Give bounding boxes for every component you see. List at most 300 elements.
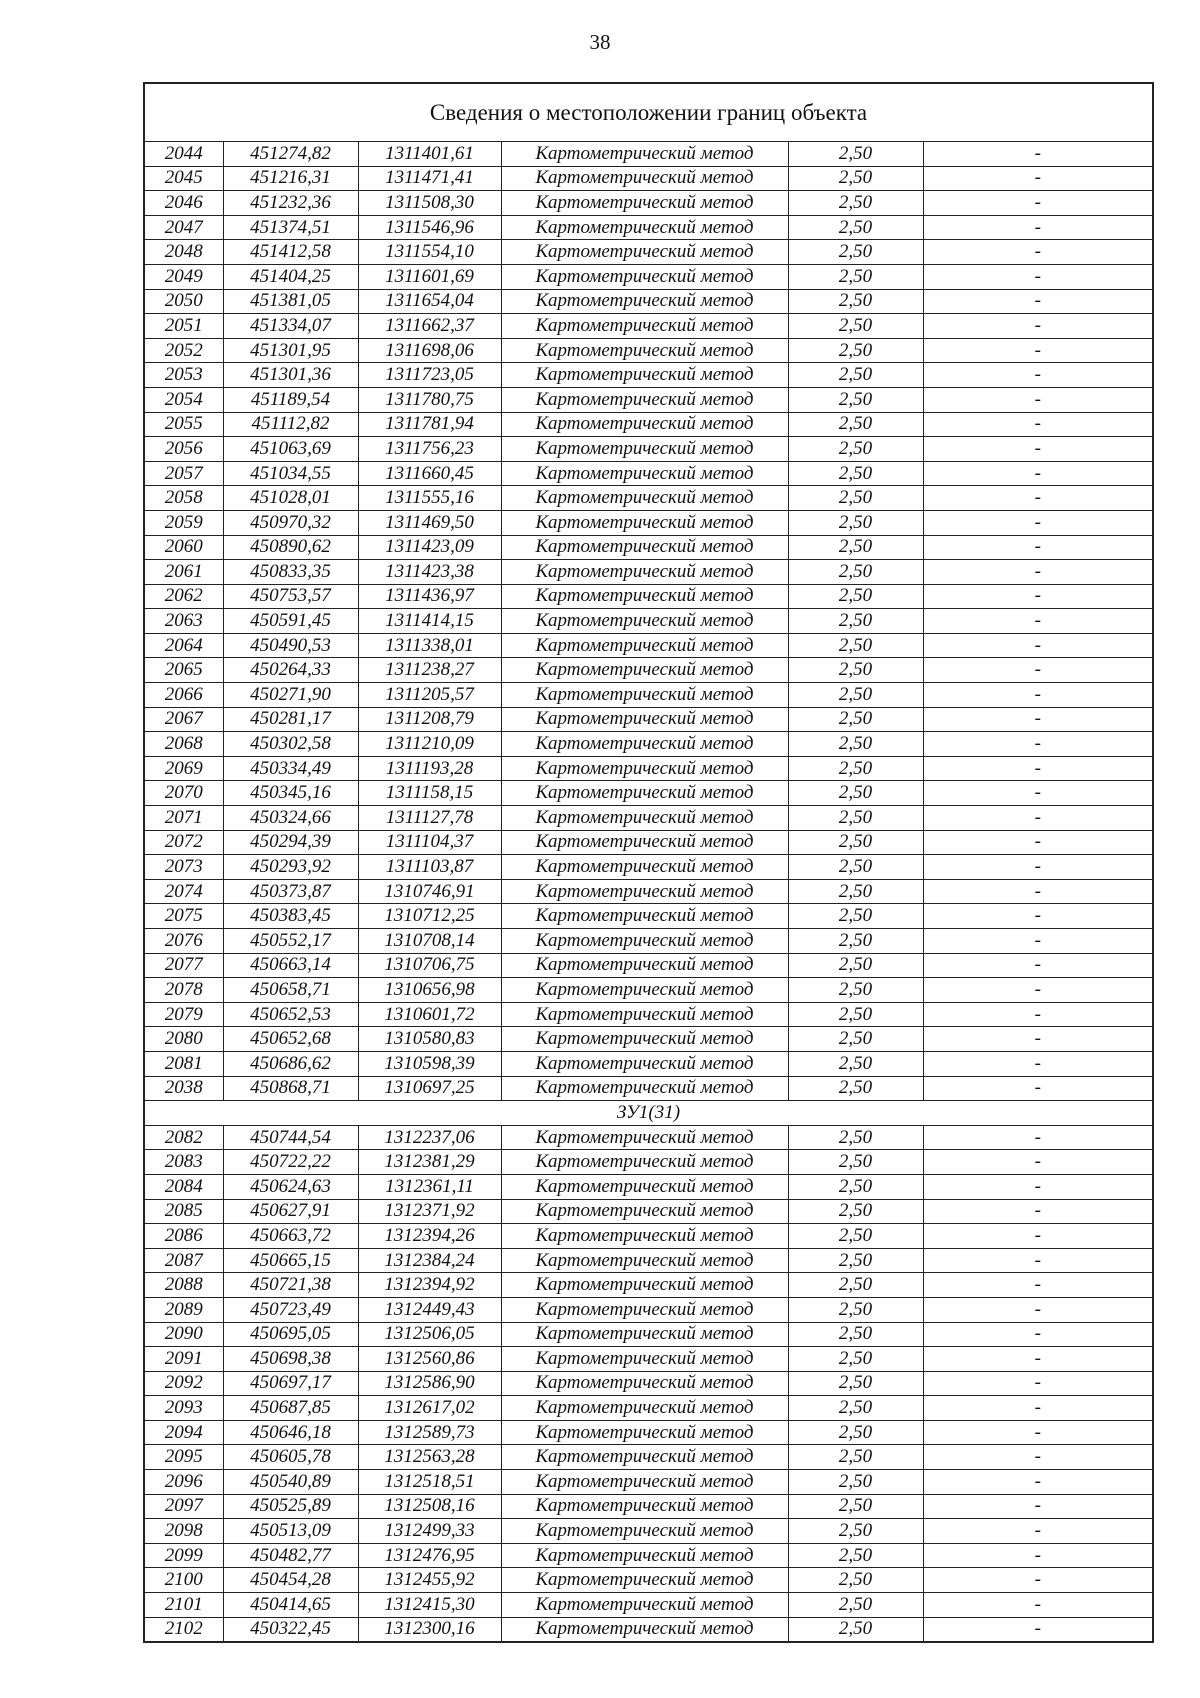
cell-point-number: 2071	[144, 806, 223, 831]
table-row	[144, 584, 1153, 609]
cell-description: -	[923, 1617, 1153, 1642]
cell-description: -	[923, 1297, 1153, 1322]
cell-point-number: 2089	[144, 1297, 223, 1322]
cell-point-number: 2045	[144, 166, 223, 191]
table-row	[144, 1150, 1153, 1175]
cell-coord-x: 451063,69	[223, 437, 358, 462]
cell-coord-y: 1312449,43	[358, 1297, 501, 1322]
cell-method: Картометрический метод	[501, 1297, 788, 1322]
cell-description: -	[923, 1051, 1153, 1076]
cell-method: Картометрический метод	[501, 1248, 788, 1273]
cell-description: -	[923, 1076, 1153, 1101]
cell-coord-y: 1311205,57	[358, 683, 501, 708]
cell-coord-y: 1312394,92	[358, 1273, 501, 1298]
cell-point-number: 2080	[144, 1027, 223, 1052]
cell-method: Картометрический метод	[501, 756, 788, 781]
cell-point-number: 2052	[144, 338, 223, 363]
cell-description: -	[923, 855, 1153, 880]
cell-point-number: 2050	[144, 289, 223, 314]
cell-description: -	[923, 1150, 1153, 1175]
cell-coord-y: 1312476,95	[358, 1543, 501, 1568]
table-row	[144, 879, 1153, 904]
cell-accuracy: 2,50	[788, 806, 923, 831]
cell-coord-y: 1312586,90	[358, 1371, 501, 1396]
cell-accuracy: 2,50	[788, 166, 923, 191]
cell-coord-y: 1312617,02	[358, 1396, 501, 1421]
cell-point-number: 2038	[144, 1076, 223, 1101]
cell-coord-y: 1311127,78	[358, 806, 501, 831]
cell-accuracy: 2,50	[788, 535, 923, 560]
table-row	[144, 1470, 1153, 1495]
cell-accuracy: 2,50	[788, 387, 923, 412]
cell-coord-y: 1311414,15	[358, 609, 501, 634]
table-row	[144, 1396, 1153, 1421]
cell-accuracy: 2,50	[788, 879, 923, 904]
cell-coord-x: 450646,18	[223, 1420, 358, 1445]
table-row	[144, 1273, 1153, 1298]
cell-coord-y: 1312237,06	[358, 1125, 501, 1150]
cell-coord-x: 451232,36	[223, 191, 358, 216]
cell-coord-x: 451374,51	[223, 215, 358, 240]
cell-method: Картометрический метод	[501, 1543, 788, 1568]
cell-description: -	[923, 1396, 1153, 1421]
cell-coord-y: 1312508,16	[358, 1494, 501, 1519]
section-label: ЗУ1(31)	[144, 1101, 1153, 1126]
cell-coord-x: 450525,89	[223, 1494, 358, 1519]
cell-method: Картометрический метод	[501, 1125, 788, 1150]
cell-method: Картометрический метод	[501, 1174, 788, 1199]
cell-coord-y: 1311555,16	[358, 486, 501, 511]
cell-point-number: 2067	[144, 707, 223, 732]
table-row	[144, 609, 1153, 634]
cell-description: -	[923, 412, 1153, 437]
cell-coord-y: 1311662,37	[358, 314, 501, 339]
cell-accuracy: 2,50	[788, 314, 923, 339]
cell-description: -	[923, 633, 1153, 658]
table-row	[144, 707, 1153, 732]
cell-coord-y: 1311238,27	[358, 658, 501, 683]
cell-coord-x: 450890,62	[223, 535, 358, 560]
cell-coord-y: 1312499,33	[358, 1519, 501, 1544]
cell-coord-x: 450482,77	[223, 1543, 358, 1568]
table-row	[144, 1445, 1153, 1470]
cell-method: Картометрический метод	[501, 1396, 788, 1421]
cell-accuracy: 2,50	[788, 978, 923, 1003]
table-row	[144, 658, 1153, 683]
cell-coord-x: 450753,57	[223, 584, 358, 609]
cell-description: -	[923, 1322, 1153, 1347]
cell-coord-y: 1310746,91	[358, 879, 501, 904]
cell-accuracy: 2,50	[788, 732, 923, 757]
cell-method: Картометрический метод	[501, 978, 788, 1003]
cell-point-number: 2092	[144, 1371, 223, 1396]
cell-point-number: 2075	[144, 904, 223, 929]
cell-coord-y: 1312415,30	[358, 1593, 501, 1618]
cell-accuracy: 2,50	[788, 240, 923, 265]
cell-coord-y: 1312506,05	[358, 1322, 501, 1347]
cell-coord-x: 450687,85	[223, 1396, 358, 1421]
cell-coord-x: 450454,28	[223, 1568, 358, 1593]
table-row	[144, 1297, 1153, 1322]
cell-accuracy: 2,50	[788, 1347, 923, 1372]
cell-coord-x: 450373,87	[223, 879, 358, 904]
cell-method: Картометрический метод	[501, 314, 788, 339]
cell-coord-y: 1311210,09	[358, 732, 501, 757]
cell-accuracy: 2,50	[788, 1593, 923, 1618]
cell-coord-y: 1311781,94	[358, 412, 501, 437]
cell-method: Картометрический метод	[501, 1322, 788, 1347]
cell-coord-y: 1312384,24	[358, 1248, 501, 1273]
cell-description: -	[923, 1519, 1153, 1544]
cell-method: Картометрический метод	[501, 142, 788, 167]
cell-accuracy: 2,50	[788, 855, 923, 880]
cell-coord-y: 1310656,98	[358, 978, 501, 1003]
cell-point-number: 2100	[144, 1568, 223, 1593]
cell-point-number: 2063	[144, 609, 223, 634]
cell-point-number: 2061	[144, 560, 223, 585]
table-row	[144, 1420, 1153, 1445]
cell-coord-x: 450324,66	[223, 806, 358, 831]
cell-point-number: 2093	[144, 1396, 223, 1421]
cell-description: -	[923, 1347, 1153, 1372]
table-row	[144, 904, 1153, 929]
cell-description: -	[923, 1125, 1153, 1150]
cell-coord-y: 1311193,28	[358, 756, 501, 781]
cell-method: Картометрический метод	[501, 166, 788, 191]
cell-accuracy: 2,50	[788, 1617, 923, 1642]
cell-description: -	[923, 1568, 1153, 1593]
cell-method: Картометрический метод	[501, 1371, 788, 1396]
table-row	[144, 166, 1153, 191]
cell-accuracy: 2,50	[788, 683, 923, 708]
cell-point-number: 2048	[144, 240, 223, 265]
cell-coord-x: 451028,01	[223, 486, 358, 511]
cell-method: Картометрический метод	[501, 781, 788, 806]
cell-method: Картометрический метод	[501, 240, 788, 265]
cell-coord-y: 1311780,75	[358, 387, 501, 412]
cell-method: Картометрический метод	[501, 387, 788, 412]
cell-description: -	[923, 929, 1153, 954]
cell-coord-x: 450322,45	[223, 1617, 358, 1642]
table-row	[144, 412, 1153, 437]
cell-coord-y: 1312381,29	[358, 1150, 501, 1175]
table-row	[144, 461, 1153, 486]
cell-coord-x: 450723,49	[223, 1297, 358, 1322]
cell-accuracy: 2,50	[788, 1273, 923, 1298]
cell-coord-x: 450302,58	[223, 732, 358, 757]
cell-point-number: 2085	[144, 1199, 223, 1224]
cell-coord-x: 450281,17	[223, 707, 358, 732]
cell-description: -	[923, 756, 1153, 781]
cell-method: Картометрический метод	[501, 609, 788, 634]
table-row	[144, 1051, 1153, 1076]
table-row	[144, 191, 1153, 216]
table-row	[144, 953, 1153, 978]
cell-point-number: 2091	[144, 1347, 223, 1372]
cell-point-number: 2084	[144, 1174, 223, 1199]
cell-description: -	[923, 781, 1153, 806]
cell-method: Картометрический метод	[501, 953, 788, 978]
cell-accuracy: 2,50	[788, 1224, 923, 1249]
cell-description: -	[923, 166, 1153, 191]
cell-accuracy: 2,50	[788, 1248, 923, 1273]
cell-coord-y: 1312560,86	[358, 1347, 501, 1372]
table-row	[144, 1322, 1153, 1347]
cell-description: -	[923, 1543, 1153, 1568]
cell-coord-y: 1312300,16	[358, 1617, 501, 1642]
cell-coord-y: 1310706,75	[358, 953, 501, 978]
cell-accuracy: 2,50	[788, 830, 923, 855]
cell-method: Картометрический метод	[501, 584, 788, 609]
cell-coord-y: 1311723,05	[358, 363, 501, 388]
cell-method: Картометрический метод	[501, 338, 788, 363]
table-row	[144, 338, 1153, 363]
cell-accuracy: 2,50	[788, 264, 923, 289]
cell-coord-x: 450868,71	[223, 1076, 358, 1101]
cell-coord-y: 1311423,09	[358, 535, 501, 560]
cell-point-number: 2056	[144, 437, 223, 462]
cell-coord-x: 451216,31	[223, 166, 358, 191]
cell-coord-y: 1311471,41	[358, 166, 501, 191]
cell-description: -	[923, 904, 1153, 929]
cell-point-number: 2058	[144, 486, 223, 511]
cell-description: -	[923, 363, 1153, 388]
cell-method: Картометрический метод	[501, 806, 788, 831]
cell-coord-y: 1311208,79	[358, 707, 501, 732]
cell-description: -	[923, 584, 1153, 609]
cell-coord-x: 451412,58	[223, 240, 358, 265]
cell-accuracy: 2,50	[788, 363, 923, 388]
page-number: 38	[589, 30, 611, 54]
boundary-coordinates-table	[143, 82, 1154, 1643]
cell-point-number: 2077	[144, 953, 223, 978]
table-row	[144, 1248, 1153, 1273]
cell-point-number: 2044	[144, 142, 223, 167]
cell-method: Картометрический метод	[501, 412, 788, 437]
cell-point-number: 2055	[144, 412, 223, 437]
cell-coord-x: 451381,05	[223, 289, 358, 314]
cell-accuracy: 2,50	[788, 289, 923, 314]
cell-coord-x: 451404,25	[223, 264, 358, 289]
cell-accuracy: 2,50	[788, 1445, 923, 1470]
cell-description: -	[923, 1470, 1153, 1495]
cell-method: Картометрический метод	[501, 1273, 788, 1298]
table-row	[144, 683, 1153, 708]
cell-method: Картометрический метод	[501, 732, 788, 757]
cell-description: -	[923, 683, 1153, 708]
table-body	[144, 142, 1153, 1643]
cell-coord-x: 450334,49	[223, 756, 358, 781]
table-row	[144, 215, 1153, 240]
cell-point-number: 2099	[144, 1543, 223, 1568]
cell-description: -	[923, 1494, 1153, 1519]
cell-point-number: 2097	[144, 1494, 223, 1519]
cell-coord-x: 451301,95	[223, 338, 358, 363]
cell-description: -	[923, 806, 1153, 831]
cell-coord-x: 450721,38	[223, 1273, 358, 1298]
cell-method: Картометрический метод	[501, 461, 788, 486]
cell-description: -	[923, 1224, 1153, 1249]
table-row	[144, 1347, 1153, 1372]
cell-accuracy: 2,50	[788, 756, 923, 781]
cell-accuracy: 2,50	[788, 510, 923, 535]
cell-point-number: 2086	[144, 1224, 223, 1249]
cell-description: -	[923, 1002, 1153, 1027]
table-row	[144, 387, 1153, 412]
table-row	[144, 437, 1153, 462]
cell-accuracy: 2,50	[788, 215, 923, 240]
cell-accuracy: 2,50	[788, 1076, 923, 1101]
cell-accuracy: 2,50	[788, 584, 923, 609]
cell-method: Картометрический метод	[501, 560, 788, 585]
cell-method: Картометрический метод	[501, 215, 788, 240]
cell-description: -	[923, 978, 1153, 1003]
cell-accuracy: 2,50	[788, 461, 923, 486]
cell-coord-y: 1311338,01	[358, 633, 501, 658]
table-row	[144, 1125, 1153, 1150]
cell-coord-x: 450697,17	[223, 1371, 358, 1396]
cell-point-number: 2082	[144, 1125, 223, 1150]
cell-accuracy: 2,50	[788, 191, 923, 216]
table-row	[144, 855, 1153, 880]
cell-point-number: 2076	[144, 929, 223, 954]
cell-method: Картометрический метод	[501, 1199, 788, 1224]
cell-coord-y: 1310601,72	[358, 1002, 501, 1027]
cell-point-number: 2083	[144, 1150, 223, 1175]
cell-description: -	[923, 732, 1153, 757]
table-row	[144, 732, 1153, 757]
cell-description: -	[923, 1199, 1153, 1224]
cell-accuracy: 2,50	[788, 1174, 923, 1199]
table-row	[144, 978, 1153, 1003]
cell-description: -	[923, 264, 1153, 289]
cell-coord-x: 451334,07	[223, 314, 358, 339]
table-caption: Сведения о местоположении границ объекта	[144, 83, 1153, 142]
cell-method: Картометрический метод	[501, 1593, 788, 1618]
cell-accuracy: 2,50	[788, 1371, 923, 1396]
cell-point-number: 2098	[144, 1519, 223, 1544]
cell-coord-y: 1312394,26	[358, 1224, 501, 1249]
cell-accuracy: 2,50	[788, 953, 923, 978]
cell-coord-x: 450658,71	[223, 978, 358, 1003]
cell-description: -	[923, 609, 1153, 634]
cell-accuracy: 2,50	[788, 1297, 923, 1322]
cell-method: Картометрический метод	[501, 1494, 788, 1519]
table-row	[144, 289, 1153, 314]
table-row	[144, 535, 1153, 560]
table-row	[144, 363, 1153, 388]
cell-coord-x: 450833,35	[223, 560, 358, 585]
cell-method: Картометрический метод	[501, 658, 788, 683]
cell-coord-x: 451034,55	[223, 461, 358, 486]
cell-method: Картометрический метод	[501, 1445, 788, 1470]
cell-accuracy: 2,50	[788, 658, 923, 683]
cell-method: Картометрический метод	[501, 1027, 788, 1052]
cell-coord-x: 450652,53	[223, 1002, 358, 1027]
cell-coord-x: 450624,63	[223, 1174, 358, 1199]
cell-coord-x: 450652,68	[223, 1027, 358, 1052]
cell-accuracy: 2,50	[788, 142, 923, 167]
cell-coord-y: 1310708,14	[358, 929, 501, 954]
cell-coord-y: 1310712,25	[358, 904, 501, 929]
cell-accuracy: 2,50	[788, 929, 923, 954]
cell-method: Картометрический метод	[501, 707, 788, 732]
cell-coord-y: 1312361,11	[358, 1174, 501, 1199]
cell-coord-x: 450293,92	[223, 855, 358, 880]
cell-method: Картометрический метод	[501, 1150, 788, 1175]
cell-description: -	[923, 314, 1153, 339]
cell-point-number: 2078	[144, 978, 223, 1003]
cell-method: Картометрический метод	[501, 1051, 788, 1076]
cell-accuracy: 2,50	[788, 1199, 923, 1224]
table-row	[144, 1617, 1153, 1642]
cell-method: Картометрический метод	[501, 683, 788, 708]
table-row	[144, 1371, 1153, 1396]
cell-coord-y: 1312455,92	[358, 1568, 501, 1593]
cell-accuracy: 2,50	[788, 1002, 923, 1027]
table-row	[144, 781, 1153, 806]
cell-method: Картометрический метод	[501, 855, 788, 880]
cell-description: -	[923, 879, 1153, 904]
cell-coord-x: 450345,16	[223, 781, 358, 806]
cell-coord-y: 1311654,04	[358, 289, 501, 314]
cell-description: -	[923, 1027, 1153, 1052]
cell-coord-y: 1311756,23	[358, 437, 501, 462]
cell-description: -	[923, 1371, 1153, 1396]
table-row	[144, 830, 1153, 855]
cell-coord-x: 450591,45	[223, 609, 358, 634]
cell-point-number: 2047	[144, 215, 223, 240]
cell-point-number: 2087	[144, 1248, 223, 1273]
cell-coord-x: 450414,65	[223, 1593, 358, 1618]
table-row	[144, 314, 1153, 339]
cell-coord-y: 1311401,61	[358, 142, 501, 167]
cell-point-number: 2057	[144, 461, 223, 486]
cell-description: -	[923, 191, 1153, 216]
cell-description: -	[923, 437, 1153, 462]
table-row	[144, 633, 1153, 658]
cell-coord-x: 450970,32	[223, 510, 358, 535]
table-row	[144, 1568, 1153, 1593]
cell-accuracy: 2,50	[788, 1568, 923, 1593]
table-row	[144, 486, 1153, 511]
cell-accuracy: 2,50	[788, 1519, 923, 1544]
cell-coord-x: 450383,45	[223, 904, 358, 929]
cell-accuracy: 2,50	[788, 1027, 923, 1052]
cell-accuracy: 2,50	[788, 707, 923, 732]
cell-description: -	[923, 1174, 1153, 1199]
cell-point-number: 2068	[144, 732, 223, 757]
cell-coord-y: 1311104,37	[358, 830, 501, 855]
cell-method: Картометрический метод	[501, 1568, 788, 1593]
cell-coord-y: 1312589,73	[358, 1420, 501, 1445]
cell-method: Картометрический метод	[501, 904, 788, 929]
cell-coord-x: 451112,82	[223, 412, 358, 437]
cell-accuracy: 2,50	[788, 437, 923, 462]
cell-method: Картометрический метод	[501, 1224, 788, 1249]
table-row	[144, 510, 1153, 535]
cell-description: -	[923, 535, 1153, 560]
cell-coord-x: 450552,17	[223, 929, 358, 954]
cell-coord-y: 1311698,06	[358, 338, 501, 363]
cell-coord-y: 1311436,97	[358, 584, 501, 609]
table-row	[144, 1543, 1153, 1568]
cell-coord-x: 450540,89	[223, 1470, 358, 1495]
cell-point-number: 2064	[144, 633, 223, 658]
cell-coord-y: 1311660,45	[358, 461, 501, 486]
cell-coord-y: 1311546,96	[358, 215, 501, 240]
cell-coord-x: 450264,33	[223, 658, 358, 683]
